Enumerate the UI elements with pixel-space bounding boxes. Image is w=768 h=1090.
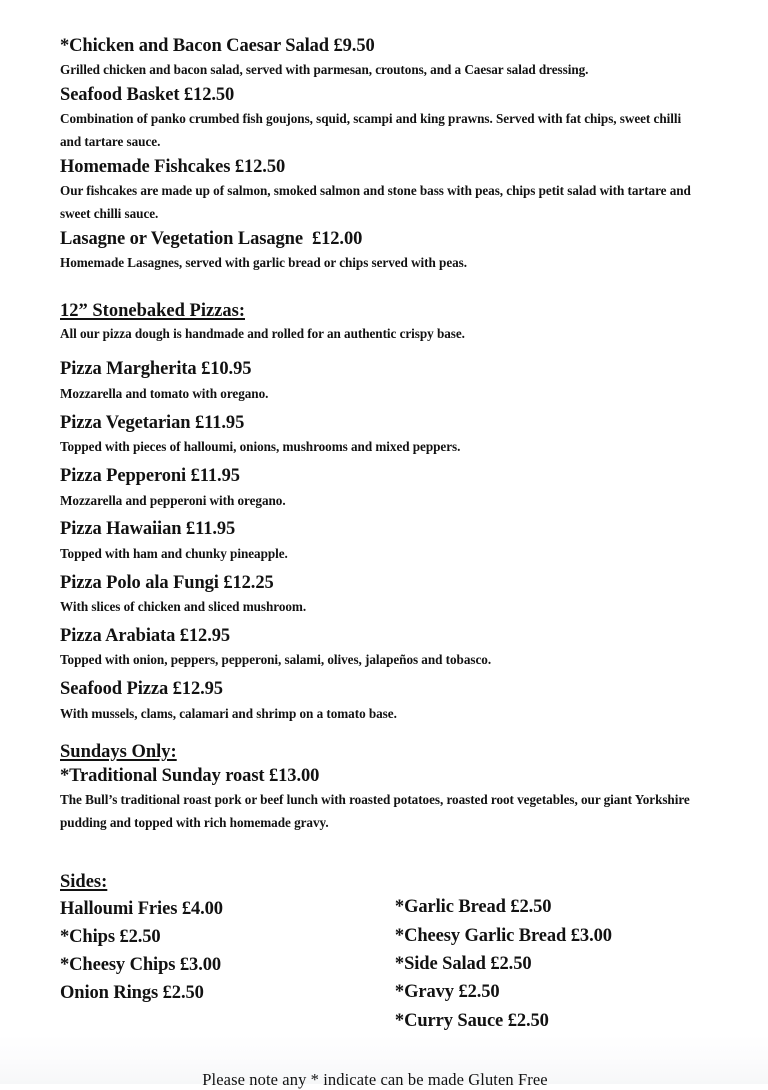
menu-item-title: Pizza Arabiata £12.95 xyxy=(60,625,231,646)
side-item: *Side Salad £2.50 xyxy=(394,954,532,975)
side-item: *Cheesy Chips £3.00 xyxy=(60,955,222,976)
sunday-section-heading xyxy=(60,740,720,764)
spacer xyxy=(60,730,720,740)
sides-column-left xyxy=(60,870,395,1034)
sunday-section xyxy=(60,740,720,834)
spacer xyxy=(60,836,720,866)
menu-item-description: Grilled chicken and bacon salad, served with parmesan, croutons, and a Caesar salad dressing. xyxy=(60,61,589,77)
menu-item xyxy=(60,464,720,512)
pizza-section-heading xyxy=(60,299,720,323)
menu-item-title: *Chicken and Bacon Caesar Salad £9.50 xyxy=(60,36,375,56)
menu-item xyxy=(60,227,720,274)
pizza-section-heading-text: 12” Stonebaked Pizzas: xyxy=(60,300,245,321)
sides-section-heading-text: Sides: xyxy=(60,872,108,893)
menu-item-title: Lasagne or Vegetation Lasagne £12.00 xyxy=(60,229,363,250)
menu-item xyxy=(60,677,720,725)
sides-section-heading xyxy=(60,870,395,894)
sides-section xyxy=(60,870,720,1034)
menu-item-title: Pizza Margherita £10.95 xyxy=(60,359,252,380)
side-item: *Garlic Bread £2.50 xyxy=(394,897,552,918)
menu-item-description: With slices of chicken and sliced mushroom. xyxy=(60,599,307,615)
menu-item-description: Mozzarella and pepperoni with oregano. xyxy=(60,492,286,508)
pizza-section-intro: All our pizza dough is handmade and rolled for an authentic crispy base. xyxy=(60,325,465,341)
sides-right-list xyxy=(395,893,720,1034)
menu-item-description: Topped with pieces of halloumi, onions, mushrooms and mixed peppers. xyxy=(60,439,461,455)
menu-item-title: Pizza Vegetarian £11.95 xyxy=(60,412,245,433)
side-item: *Curry Sauce £2.50 xyxy=(394,1010,549,1031)
menu-item-description: Homemade Lasagnes, served with garlic bread or chips served with peas. xyxy=(60,254,468,270)
menu-item xyxy=(60,411,720,459)
sides-column-right xyxy=(395,870,720,1034)
menu-item-description: Combination of panko crumbed fish goujons, squid, scampi and king prawns. Served with fat chips, sweet chilli and tartare sauce. xyxy=(60,110,682,149)
side-item: Halloumi Fries £4.00 xyxy=(60,898,223,919)
menu-item-description: Topped with onion, peppers, pepperoni, salami, olives, jalapeños and tobasco. xyxy=(60,652,492,668)
sunday-roast-title: *Traditional Sunday roast £13.00 xyxy=(60,766,320,787)
menu-item xyxy=(60,624,720,672)
spacer xyxy=(60,347,720,357)
menu-item-description: With mussels, clams, calamari and shrimp on a tomato base. xyxy=(60,705,397,721)
sides-left-list xyxy=(60,895,395,1008)
menu-item-description: Topped with ham and chunky pineapple. xyxy=(60,545,288,561)
sunday-roast-description: The Bull’s traditional roast pork or beef lunch with roasted potatoes, roasted root vegetables, our giant Yorkshire pudding and topped with rich homemade gravy. xyxy=(60,792,690,830)
menu-item-title: Homemade Fishcakes £12.50 xyxy=(60,157,286,178)
gluten-free-note: Please note any * indicate can be made Gluten Free xyxy=(202,1069,548,1089)
menu-item xyxy=(60,517,720,565)
menu-item-description: Our fishcakes are made up of salmon, smoked salmon and stone bass with peas, chips petit salad with tartare and sweet chilli sauce. xyxy=(60,182,691,221)
side-item: Onion Rings £2.50 xyxy=(60,983,204,1004)
sunday-section-heading-text: Sundays Only: xyxy=(60,742,177,763)
menu-item xyxy=(60,83,720,153)
side-item: *Gravy £2.50 xyxy=(394,982,500,1003)
menu-item-title: Pizza Polo ala Fungi £12.25 xyxy=(60,572,274,593)
menu-item-title: Seafood Pizza £12.95 xyxy=(60,679,223,700)
side-item: *Chips £2.50 xyxy=(60,926,161,947)
menu-item-title: Pizza Pepperoni £11.95 xyxy=(60,465,240,486)
mains-section xyxy=(60,34,720,275)
menu-item-title: Seafood Basket £12.50 xyxy=(60,85,235,106)
side-item: *Cheesy Garlic Bread £3.00 xyxy=(394,925,612,946)
menu-item-title: Pizza Hawaiian £11.95 xyxy=(60,519,236,540)
menu-item-description: Mozzarella and tomato with oregano. xyxy=(60,385,269,401)
menu-item xyxy=(60,155,720,225)
menu-item xyxy=(60,34,720,81)
menu-item xyxy=(60,571,720,619)
spacer xyxy=(60,277,720,299)
pizza-list xyxy=(60,357,720,725)
menu-item xyxy=(60,357,720,405)
pizza-section xyxy=(60,299,720,726)
